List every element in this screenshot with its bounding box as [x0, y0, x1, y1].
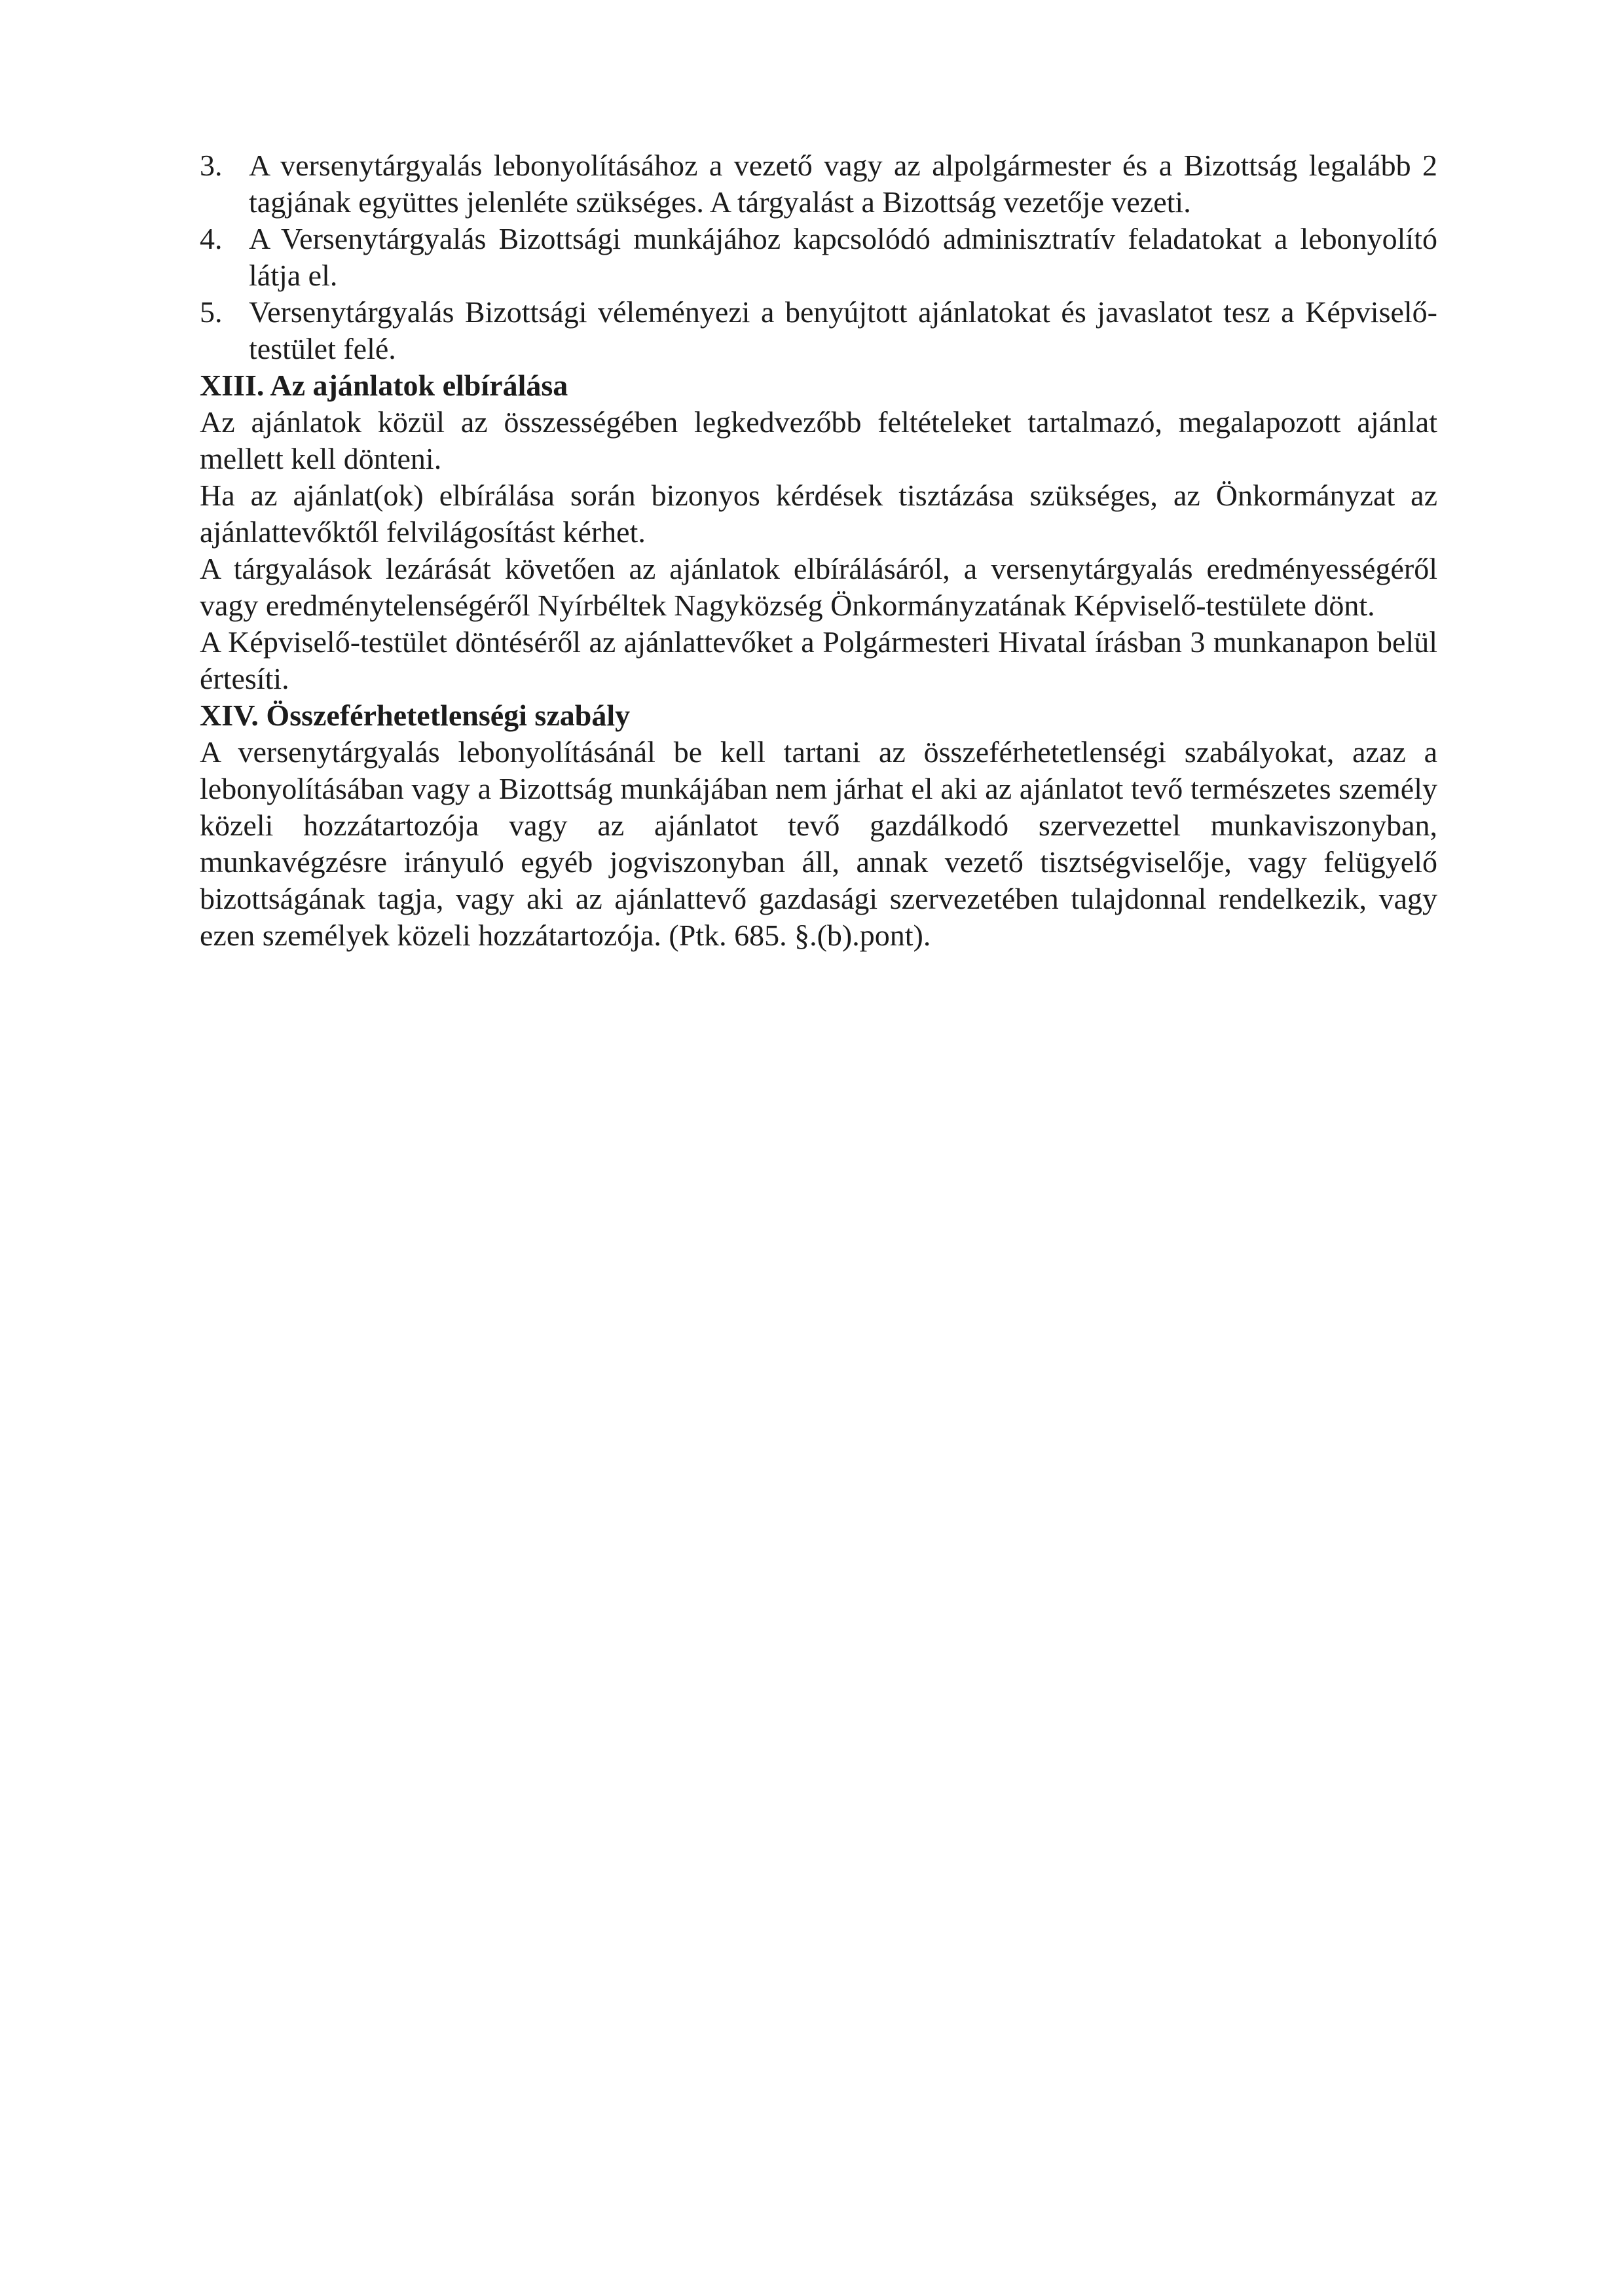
list-item	[200, 221, 1437, 294]
list-item	[200, 147, 1437, 221]
list-item-number: 4.	[200, 222, 223, 255]
list-item-text: Versenytárgyalás Bizottsági véleményezi a benyújtott ajánlatokat és javaslatot tesz a Képviselő-testület felé.	[249, 295, 1437, 365]
list-item-number: 3.	[200, 149, 223, 182]
section-xiii-paragraph: Az ajánlatok közül az összességében legkedvezőbb feltételeket tartalmazó, megalapozott ajánlat mellett kell dönteni.	[200, 405, 1437, 475]
section-heading-xiv: XIV. Összeférhetetlenségi szabály	[200, 699, 631, 732]
list-item-text: A versenytárgyalás lebonyolításához a vezető vagy az alpolgármester és a Bizottság legalább 2 tagjának együttes jelenléte szükséges. A tárgyalást a Bizottság vezetője vezeti.	[249, 149, 1437, 219]
section-xiv-paragraph: A versenytárgyalás lebonyolításánál be kell tartani az összeférhetetlenségi szabályokat, azaz a lebonyolításában vagy a Bizottság munkájában nem járhat el aki az ajánlatot tevő természetes személy közeli hozzátartozója vagy az ajánlatot tevő gazdálkodó szervezettel munkaviszonyban, munkavégzésre irányuló egyéb jogviszonyban áll, annak vezető tisztségviselője, vagy felügyelő bizottságának tagja, vagy aki az ajánlattevő gazdasági szervezetében tulajdonnal rendelkezik, vagy ezen személyek közeli hozzátartozója. (Ptk. 685. §.(b).pont).	[200, 735, 1437, 952]
section-xiii-paragraph: A tárgyalások lezárását követően az ajánlatok elbírálásáról, a versenytárgyalás eredményességéről vagy eredménytelenségéről Nyírbéltek Nagyközség Önkormányzatának Képviselő-testülete dönt.	[200, 552, 1437, 622]
list-item-text: A Versenytárgyalás Bizottsági munkájához kapcsolódó adminisztratív feladatokat a lebonyolító látja el.	[249, 222, 1437, 292]
section-xiii-paragraph: A Képviselő-testület döntéséről az ajánlattevőket a Polgármesteri Hivatal írásban 3 munkanapon belül értesíti.	[200, 625, 1437, 695]
section-xiii-paragraph: Ha az ajánlat(ok) elbírálása során bizonyos kérdések tisztázása szükséges, az Önkormányzat az ajánlattevőktől felvilágosítást kérhet.	[200, 479, 1437, 549]
list-item	[200, 294, 1437, 367]
list-item-number: 5.	[200, 295, 223, 329]
section-heading-xiii: XIII. Az ajánlatok elbírálása	[200, 369, 568, 402]
document-body	[200, 147, 1437, 954]
